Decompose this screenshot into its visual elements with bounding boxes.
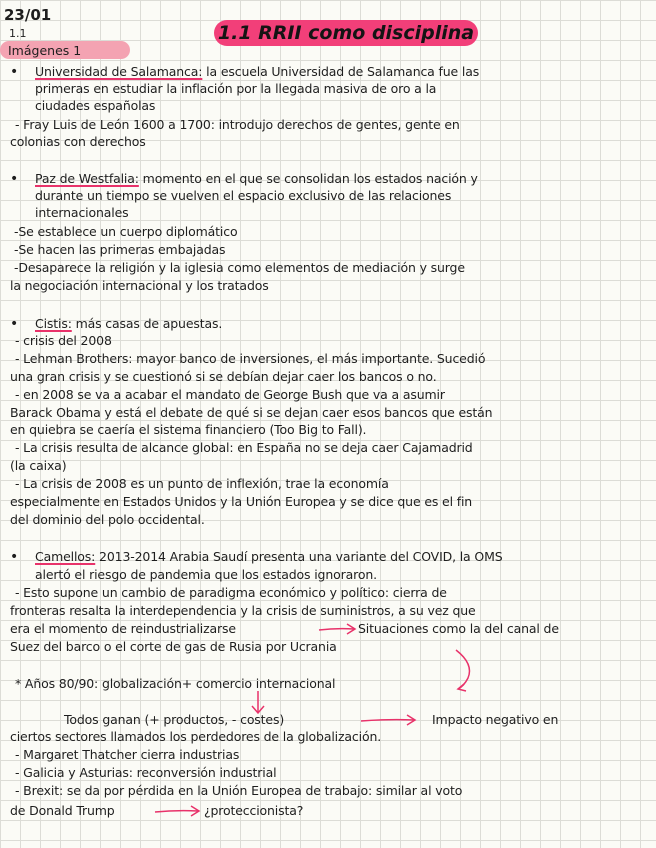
bullet: • [10, 64, 19, 80]
cisnes-line-7: en quiebra se caería el sistema financiero (Too Big to Fall). [10, 422, 367, 437]
salamanca-line-3: ciudades españolas [35, 98, 156, 113]
camellos-line-4: fronteras resalta la interdependencia y la crisis de suministros, a su vez que [10, 603, 476, 618]
cisnes-line-8: - La crisis resulta de alcance global: en España no se deja caer Cajamadrid [15, 440, 473, 455]
bullet: • [10, 549, 19, 565]
section-number: 1.1 [9, 27, 27, 40]
cisnes-line-1-text: más casas de apuestas. [71, 316, 223, 331]
camellos-line-2: alertó el riesgo de pandemia que los estados ignoraron. [35, 567, 377, 582]
cisnes-line-1 [35, 317, 222, 331]
cisnes-line-5: - en 2008 se va a acabar el mandato de George Bush que va a asumir [15, 387, 445, 402]
arrow-right-icon [360, 713, 420, 727]
camellos-line-6: Suez del barco o el corte de gas de Rusia por Ucrania [10, 639, 337, 654]
keyword-salamanca: Universidad de Salamanca: [35, 64, 203, 79]
salamanca-line-4: - Fray Luis de León 1600 a 1700: introdujo derechos de gentes, gente en [15, 117, 460, 132]
camellos-line-8a: Todos ganan (+ productos, - costes) [64, 712, 285, 727]
salamanca-line-1-text: la escuela Universidad de Salamanca fue las [202, 64, 480, 79]
camellos-line-11: - Galicia y Asturias: reconversión industrial [15, 765, 277, 780]
arrow-right-icon [318, 622, 358, 636]
cisnes-line-6: Barack Obama y está el debate de qué si se dejan caer esos bancos que están [10, 405, 493, 420]
westfalia-line-1-text: momento en el que se consolidan los estados nación y [138, 171, 478, 186]
cisnes-line-3: - Lehman Brothers: mayor banco de inversiones, el más importante. Sucedió [15, 351, 486, 366]
arrow-right-icon [154, 804, 204, 818]
cisnes-line-12: del dominio del polo occidental. [10, 512, 205, 527]
camellos-line-12: - Brexit: se da por pérdida en la Unión Europea de trabajo: similar al voto [15, 783, 463, 798]
camellos-line-13b: ¿proteccionista? [204, 803, 304, 818]
camellos-line-13a: de Donald Trump [10, 803, 115, 818]
page-title: 1.1 RRII como disciplina [217, 22, 475, 44]
bullet: • [10, 316, 19, 332]
westfalia-line-2: durante un tiempo se vuelven el espacio exclusivo de las relaciones [35, 188, 452, 203]
salamanca-line-5: colonias con derechos [10, 134, 146, 149]
salamanca-line-1 [35, 65, 479, 79]
camellos-line-1-text: 2013-2014 Arabia Saudí presenta una variante del COVID, la OMS [95, 549, 503, 564]
salamanca-line-2: primeras en estudiar la inflación por la llegada masiva de oro a la [35, 81, 437, 96]
camellos-line-7: * Años 80/90: globalización+ comercio internacional [15, 676, 336, 691]
keyword-cisnes: Cistis: [35, 316, 72, 331]
keyword-westfalia: Paz de Westfalia: [35, 171, 139, 186]
westfalia-line-5: -Se hacen las primeras embajadas [14, 242, 226, 257]
camellos-line-1 [35, 550, 503, 564]
camellos-line-8b: Impacto negativo en [432, 712, 559, 727]
date: 23/01 [4, 6, 52, 24]
cisnes-line-4: una gran crisis y se cuestionó si se debían dejar caer los bancos o no. [10, 369, 437, 384]
bullet: • [10, 171, 19, 187]
keyword-camellos: Camellos: [35, 549, 96, 564]
westfalia-line-4: -Se establece un cuerpo diplomático [14, 224, 238, 239]
camellos-line-3: - Esto supone un cambio de paradigma económico y político: cierra de [15, 585, 447, 600]
camellos-line-10: - Margaret Thatcher cierra industrias [15, 747, 240, 762]
camellos-line-5b: Situaciones como la del canal de [358, 621, 559, 636]
cisnes-line-11: especialmente en Estados Unidos y la Unión Europea y se dice que es el fin [10, 494, 473, 509]
camellos-line-9: ciertos sectores llamados los perdedores de la globalización. [10, 729, 382, 744]
cisnes-line-10: - La crisis de 2008 es un punto de inflexión, trae la economía [15, 476, 389, 491]
cisnes-line-2: - crisis del 2008 [15, 333, 112, 348]
westfalia-line-1 [35, 172, 478, 186]
images-label: Imágenes 1 [8, 43, 82, 58]
cisnes-line-9: (la caixa) [10, 458, 67, 473]
westfalia-line-7: la negociación internacional y los tratados [10, 278, 269, 293]
westfalia-line-6: -Desaparece la religión y la iglesia como elementos de mediación y surge [14, 260, 465, 275]
westfalia-line-3: internacionales [35, 205, 129, 220]
camellos-line-5a: era el momento de reindustrializarse [10, 621, 236, 636]
arrow-curve-icon [448, 648, 478, 694]
